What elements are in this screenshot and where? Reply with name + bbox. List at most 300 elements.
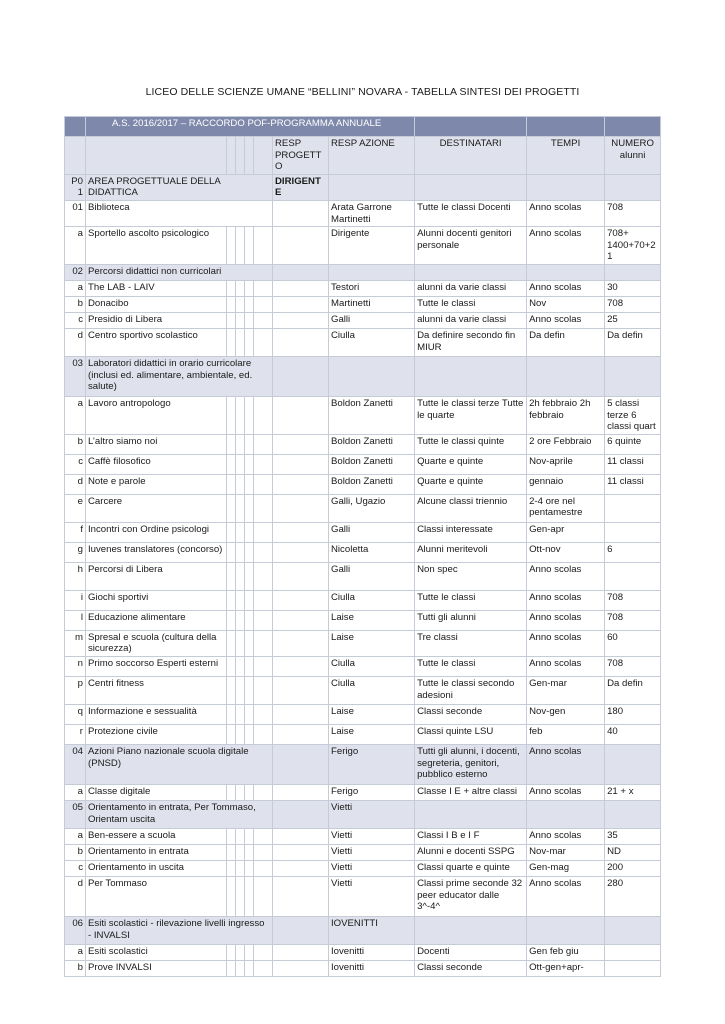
row-spacer-cell — [254, 704, 273, 724]
row-spacer-cell — [254, 296, 273, 312]
row-project-name: Biblioteca — [86, 200, 273, 226]
row-numero — [605, 916, 661, 944]
row-spacer-cell — [245, 494, 254, 522]
row-numero: 6 quinte — [605, 434, 661, 454]
row-numero: ND — [605, 844, 661, 860]
row-code: a — [65, 280, 86, 296]
row-spacer-cell — [254, 454, 273, 474]
row-project-name: Informazione e sessualità — [86, 704, 227, 724]
row-spacer-cell — [245, 844, 254, 860]
row-spacer-cell — [236, 328, 245, 356]
row-numero: 6 — [605, 542, 661, 562]
row-resp-progetto — [273, 296, 329, 312]
row-spacer-cell — [227, 828, 236, 844]
row-code: d — [65, 474, 86, 494]
row-numero — [605, 744, 661, 784]
row-code: b — [65, 960, 86, 976]
row-spacer-cell — [254, 828, 273, 844]
row-code: b — [65, 296, 86, 312]
row-spacer-cell — [245, 960, 254, 976]
row-spacer-cell — [236, 876, 245, 916]
table-row — [65, 630, 661, 656]
row-spacer-cell — [254, 610, 273, 630]
row-project-name: Iuvenes translatores (concorso) — [86, 542, 227, 562]
row-resp-progetto — [273, 264, 329, 280]
row-numero — [605, 562, 661, 590]
row-destinatari: Docenti — [415, 944, 527, 960]
row-spacer-cell — [245, 328, 254, 356]
row-spacer-cell — [245, 724, 254, 744]
header-cell — [254, 137, 273, 175]
table-row — [65, 960, 661, 976]
row-project-name: Spresal e scuola (cultura della sicurezza) — [86, 630, 227, 656]
row-tempi: Anno scolas — [527, 828, 605, 844]
banner-cell — [415, 117, 527, 137]
row-project-name: Protezione civile — [86, 724, 227, 744]
row-project-name: Percorsi di Libera — [86, 562, 227, 590]
row-spacer-cell — [236, 630, 245, 656]
row-resp-azione: Galli — [329, 312, 415, 328]
row-destinatari: Tutte le classi — [415, 656, 527, 676]
row-project-name: The LAB - LAIV — [86, 280, 227, 296]
row-tempi: Anno scolas — [527, 744, 605, 784]
row-destinatari: Alunni meritevoli — [415, 542, 527, 562]
row-spacer-cell — [245, 562, 254, 590]
row-spacer-cell — [254, 227, 273, 265]
row-resp-azione: Martinetti — [329, 296, 415, 312]
row-spacer-cell — [236, 844, 245, 860]
row-spacer-cell — [236, 312, 245, 328]
row-spacer-cell — [254, 656, 273, 676]
row-spacer-cell — [236, 610, 245, 630]
row-spacer-cell — [227, 227, 236, 265]
row-code: c — [65, 454, 86, 474]
row-resp-progetto — [273, 312, 329, 328]
row-numero: 25 — [605, 312, 661, 328]
row-spacer-cell — [236, 542, 245, 562]
row-numero: 708+ 1400+70+21 — [605, 227, 661, 265]
row-spacer-cell — [227, 960, 236, 976]
row-numero: 60 — [605, 630, 661, 656]
row-spacer-cell — [245, 944, 254, 960]
row-spacer-cell — [245, 434, 254, 454]
table-row — [65, 656, 661, 676]
row-destinatari: Classi seconde — [415, 704, 527, 724]
row-project-name: Esiti scolastici - rilevazione livelli ingresso - INVALSI — [86, 916, 273, 944]
row-code: e — [65, 494, 86, 522]
row-spacer-cell — [236, 522, 245, 542]
row-spacer-cell — [254, 676, 273, 704]
row-spacer-cell — [254, 542, 273, 562]
table-row — [65, 562, 661, 590]
row-resp-azione: Vietti — [329, 800, 415, 828]
row-project-name: Orientamento in uscita — [86, 860, 227, 876]
row-tempi — [527, 264, 605, 280]
row-project-name: Esiti scolastici — [86, 944, 227, 960]
table-row — [65, 356, 661, 396]
row-tempi: Anno scolas — [527, 227, 605, 265]
row-resp-progetto — [273, 800, 329, 828]
row-tempi: Anno scolas — [527, 784, 605, 800]
row-destinatari: Tre classi — [415, 630, 527, 656]
row-resp-azione: Iovenitti — [329, 944, 415, 960]
row-spacer-cell — [245, 704, 254, 724]
row-resp-azione: Arata Garrone Martinetti — [329, 200, 415, 226]
row-spacer-cell — [227, 280, 236, 296]
row-code: b — [65, 844, 86, 860]
row-destinatari: alunni da varie classi — [415, 280, 527, 296]
table-row — [65, 724, 661, 744]
row-resp-azione: Ciulla — [329, 328, 415, 356]
row-resp-progetto — [273, 542, 329, 562]
row-code: p — [65, 676, 86, 704]
row-spacer-cell — [245, 860, 254, 876]
row-destinatari: Quarte e quinte — [415, 474, 527, 494]
row-spacer-cell — [245, 396, 254, 434]
row-tempi: Anno scolas — [527, 280, 605, 296]
row-spacer-cell — [245, 312, 254, 328]
row-resp-azione: Galli — [329, 562, 415, 590]
row-project-name: Lavoro antropologo — [86, 396, 227, 434]
row-numero: Da defin — [605, 676, 661, 704]
row-spacer-cell — [227, 724, 236, 744]
row-project-name: Classe digitale — [86, 784, 227, 800]
row-numero — [605, 960, 661, 976]
row-spacer-cell — [254, 724, 273, 744]
row-spacer-cell — [254, 590, 273, 610]
header-resp-azione: RESP AZIONE — [329, 137, 415, 175]
row-project-name: Incontri con Ordine psicologi — [86, 522, 227, 542]
row-spacer-cell — [245, 522, 254, 542]
row-numero: 40 — [605, 724, 661, 744]
row-code: g — [65, 542, 86, 562]
table-row — [65, 828, 661, 844]
row-resp-progetto — [273, 280, 329, 296]
table-row — [65, 676, 661, 704]
row-code: b — [65, 434, 86, 454]
row-spacer-cell — [227, 844, 236, 860]
row-spacer-cell — [227, 676, 236, 704]
row-numero: 280 — [605, 876, 661, 916]
row-destinatari: Tutte le classi terze Tutte le quarte — [415, 396, 527, 434]
row-resp-progetto — [273, 474, 329, 494]
banner-spacer — [65, 117, 86, 137]
table-row — [65, 704, 661, 724]
row-code: c — [65, 312, 86, 328]
row-spacer-cell — [236, 860, 245, 876]
row-spacer-cell — [236, 704, 245, 724]
row-resp-progetto — [273, 704, 329, 724]
row-destinatari: Non spec — [415, 562, 527, 590]
row-spacer-cell — [227, 656, 236, 676]
row-numero — [605, 356, 661, 396]
row-spacer-cell — [245, 828, 254, 844]
row-spacer-cell — [245, 676, 254, 704]
row-spacer-cell — [227, 562, 236, 590]
row-tempi: Nov-gen — [527, 704, 605, 724]
row-project-name: Per Tommaso — [86, 876, 227, 916]
row-spacer-cell — [236, 396, 245, 434]
row-code: q — [65, 704, 86, 724]
row-resp-azione: Iovenitti — [329, 960, 415, 976]
row-project-name: Carcere — [86, 494, 227, 522]
row-destinatari: Classi interessate — [415, 522, 527, 542]
row-tempi: Da defin — [527, 328, 605, 356]
row-destinatari: Tutte le classi Docenti — [415, 200, 527, 226]
header-cell — [227, 137, 236, 175]
table-row — [65, 434, 661, 454]
row-spacer-cell — [254, 474, 273, 494]
table-banner-row — [65, 117, 661, 137]
row-spacer-cell — [236, 562, 245, 590]
row-spacer-cell — [227, 312, 236, 328]
row-project-name: Ben-essere a scuola — [86, 828, 227, 844]
row-tempi: Anno scolas — [527, 630, 605, 656]
row-tempi — [527, 356, 605, 396]
row-resp-progetto — [273, 562, 329, 590]
row-spacer-cell — [254, 876, 273, 916]
row-spacer-cell — [254, 630, 273, 656]
row-resp-progetto — [273, 960, 329, 976]
row-spacer-cell — [227, 474, 236, 494]
row-code: h — [65, 562, 86, 590]
header-numero: NUMERO alunni — [605, 137, 661, 175]
row-resp-progetto — [273, 328, 329, 356]
row-resp-azione: Laise — [329, 704, 415, 724]
row-tempi: Anno scolas — [527, 562, 605, 590]
row-spacer-cell — [227, 876, 236, 916]
row-spacer-cell — [254, 860, 273, 876]
row-resp-progetto — [273, 356, 329, 396]
row-project-name: Azioni Piano nazionale scuola digitale (PNSD) — [86, 744, 273, 784]
row-resp-azione: Vietti — [329, 844, 415, 860]
row-code: a — [65, 227, 86, 265]
row-resp-progetto — [273, 610, 329, 630]
row-code: a — [65, 396, 86, 434]
row-code: d — [65, 328, 86, 356]
row-tempi: feb — [527, 724, 605, 744]
row-resp-progetto — [273, 844, 329, 860]
row-numero: 30 — [605, 280, 661, 296]
row-destinatari: alunni da varie classi — [415, 312, 527, 328]
row-resp-progetto — [273, 630, 329, 656]
row-numero: 708 — [605, 610, 661, 630]
row-numero: 708 — [605, 200, 661, 226]
table-row — [65, 328, 661, 356]
row-destinatari: Tutti gli alunni — [415, 610, 527, 630]
row-resp-progetto — [273, 434, 329, 454]
row-spacer-cell — [236, 676, 245, 704]
table-row — [65, 494, 661, 522]
row-resp-azione: Laise — [329, 724, 415, 744]
row-resp-progetto — [273, 494, 329, 522]
header-resp-progetto: RESP PROGETTO — [273, 137, 329, 175]
table-row — [65, 916, 661, 944]
row-destinatari: Quarte e quinte — [415, 454, 527, 474]
row-resp-azione: Boldon Zanetti — [329, 396, 415, 434]
row-spacer-cell — [236, 944, 245, 960]
row-code: 06 — [65, 916, 86, 944]
row-tempi: Ott-nov — [527, 542, 605, 562]
row-spacer-cell — [236, 296, 245, 312]
table-row — [65, 876, 661, 916]
row-resp-progetto — [273, 590, 329, 610]
row-spacer-cell — [245, 542, 254, 562]
row-spacer-cell — [254, 434, 273, 454]
row-numero: 35 — [605, 828, 661, 844]
row-code: c — [65, 860, 86, 876]
row-resp-azione: Ferigo — [329, 784, 415, 800]
row-numero — [605, 800, 661, 828]
table-row — [65, 227, 661, 265]
row-resp-progetto — [273, 656, 329, 676]
row-resp-azione: Nicoletta — [329, 542, 415, 562]
row-numero: 11 classi — [605, 474, 661, 494]
row-tempi: Anno scolas — [527, 610, 605, 630]
table-row — [65, 542, 661, 562]
row-project-name: Prove INVALSI — [86, 960, 227, 976]
row-resp-azione: Vietti — [329, 860, 415, 876]
row-numero: Da defin — [605, 328, 661, 356]
row-destinatari: Tutte le classi secondo adesioni — [415, 676, 527, 704]
header-destinatari: DESTINATARI — [415, 137, 527, 175]
row-project-name: Laboratori didattici in orario curricolare (inclusi ed. alimentare, ambientale, ed. salute) — [86, 356, 273, 396]
row-spacer-cell — [227, 704, 236, 724]
row-tempi: Anno scolas — [527, 312, 605, 328]
row-spacer-cell — [227, 434, 236, 454]
row-resp-azione: Ferigo — [329, 744, 415, 784]
table-row — [65, 280, 661, 296]
row-code: a — [65, 944, 86, 960]
row-resp-azione: Laise — [329, 610, 415, 630]
row-spacer-cell — [254, 844, 273, 860]
row-resp-azione: IOVENITTI — [329, 916, 415, 944]
row-spacer-cell — [254, 960, 273, 976]
row-resp-progetto — [273, 784, 329, 800]
row-resp-azione — [329, 356, 415, 396]
row-spacer-cell — [227, 784, 236, 800]
row-spacer-cell — [227, 296, 236, 312]
row-destinatari — [415, 174, 527, 200]
row-project-name: Sportello ascolto psicologico — [86, 227, 227, 265]
row-resp-azione: Testori — [329, 280, 415, 296]
row-code: f — [65, 522, 86, 542]
row-numero: 180 — [605, 704, 661, 724]
row-destinatari — [415, 356, 527, 396]
row-destinatari — [415, 800, 527, 828]
row-resp-azione — [329, 264, 415, 280]
row-destinatari — [415, 916, 527, 944]
row-code: 02 — [65, 264, 86, 280]
row-project-name: AREA PROGETTUALE DELLA DIDATTICA — [86, 174, 273, 200]
row-tempi — [527, 174, 605, 200]
row-numero — [605, 264, 661, 280]
row-code: 03 — [65, 356, 86, 396]
row-spacer-cell — [245, 876, 254, 916]
row-spacer-cell — [227, 860, 236, 876]
row-tempi: Nov-mar — [527, 844, 605, 860]
row-project-name: Donacibo — [86, 296, 227, 312]
row-spacer-cell — [254, 522, 273, 542]
row-spacer-cell — [236, 656, 245, 676]
row-tempi: Gen-apr — [527, 522, 605, 542]
row-spacer-cell — [236, 724, 245, 744]
row-spacer-cell — [245, 454, 254, 474]
row-spacer-cell — [254, 494, 273, 522]
row-code: m — [65, 630, 86, 656]
row-resp-azione: Vietti — [329, 828, 415, 844]
table-row — [65, 200, 661, 226]
row-code: l — [65, 610, 86, 630]
row-resp-azione: Laise — [329, 630, 415, 656]
row-resp-progetto — [273, 724, 329, 744]
row-tempi: 2-4 ore nel pentamestre — [527, 494, 605, 522]
row-resp-progetto — [273, 522, 329, 542]
row-code: d — [65, 876, 86, 916]
table-row — [65, 312, 661, 328]
row-spacer-cell — [236, 784, 245, 800]
row-destinatari: Classi seconde — [415, 960, 527, 976]
row-resp-azione: Boldon Zanetti — [329, 434, 415, 454]
row-project-name: L’altro siamo noi — [86, 434, 227, 454]
row-project-name: Giochi sportivi — [86, 590, 227, 610]
table-body — [65, 117, 661, 977]
row-spacer-cell — [245, 610, 254, 630]
row-resp-progetto — [273, 828, 329, 844]
banner-cell — [527, 117, 605, 137]
row-numero: 708 — [605, 296, 661, 312]
header-cell — [86, 137, 227, 175]
row-spacer-cell — [227, 944, 236, 960]
table-row — [65, 296, 661, 312]
banner-cell — [605, 117, 661, 137]
row-project-name: Percorsi didattici non curricolari — [86, 264, 273, 280]
row-spacer-cell — [245, 296, 254, 312]
table-row — [65, 174, 661, 200]
row-numero — [605, 944, 661, 960]
row-resp-progetto: DIRIGENTE — [273, 174, 329, 200]
table-row — [65, 474, 661, 494]
header-cell — [236, 137, 245, 175]
row-code: 05 — [65, 800, 86, 828]
header-tempi: TEMPI — [527, 137, 605, 175]
row-tempi — [527, 916, 605, 944]
row-resp-progetto — [273, 916, 329, 944]
row-project-name: Caffè filosofico — [86, 454, 227, 474]
row-spacer-cell — [254, 562, 273, 590]
row-spacer-cell — [245, 630, 254, 656]
row-code: 01 — [65, 200, 86, 226]
table-row — [65, 610, 661, 630]
row-spacer-cell — [236, 494, 245, 522]
row-spacer-cell — [254, 784, 273, 800]
table-row — [65, 590, 661, 610]
row-spacer-cell — [227, 396, 236, 434]
row-project-name: Educazione alimentare — [86, 610, 227, 630]
row-spacer-cell — [254, 328, 273, 356]
row-tempi: Anno scolas — [527, 590, 605, 610]
row-tempi: Gen feb giu — [527, 944, 605, 960]
row-code: i — [65, 590, 86, 610]
table-row — [65, 844, 661, 860]
row-destinatari: Classe I E + altre classi — [415, 784, 527, 800]
row-project-name: Primo soccorso Esperti esterni — [86, 656, 227, 676]
row-destinatari: Alcune classi triennio — [415, 494, 527, 522]
row-spacer-cell — [227, 630, 236, 656]
row-project-name: Orientamento in entrata, Per Tommaso, Orientam uscita — [86, 800, 273, 828]
row-tempi: 2 ore Febbraio — [527, 434, 605, 454]
row-resp-azione: Ciulla — [329, 656, 415, 676]
